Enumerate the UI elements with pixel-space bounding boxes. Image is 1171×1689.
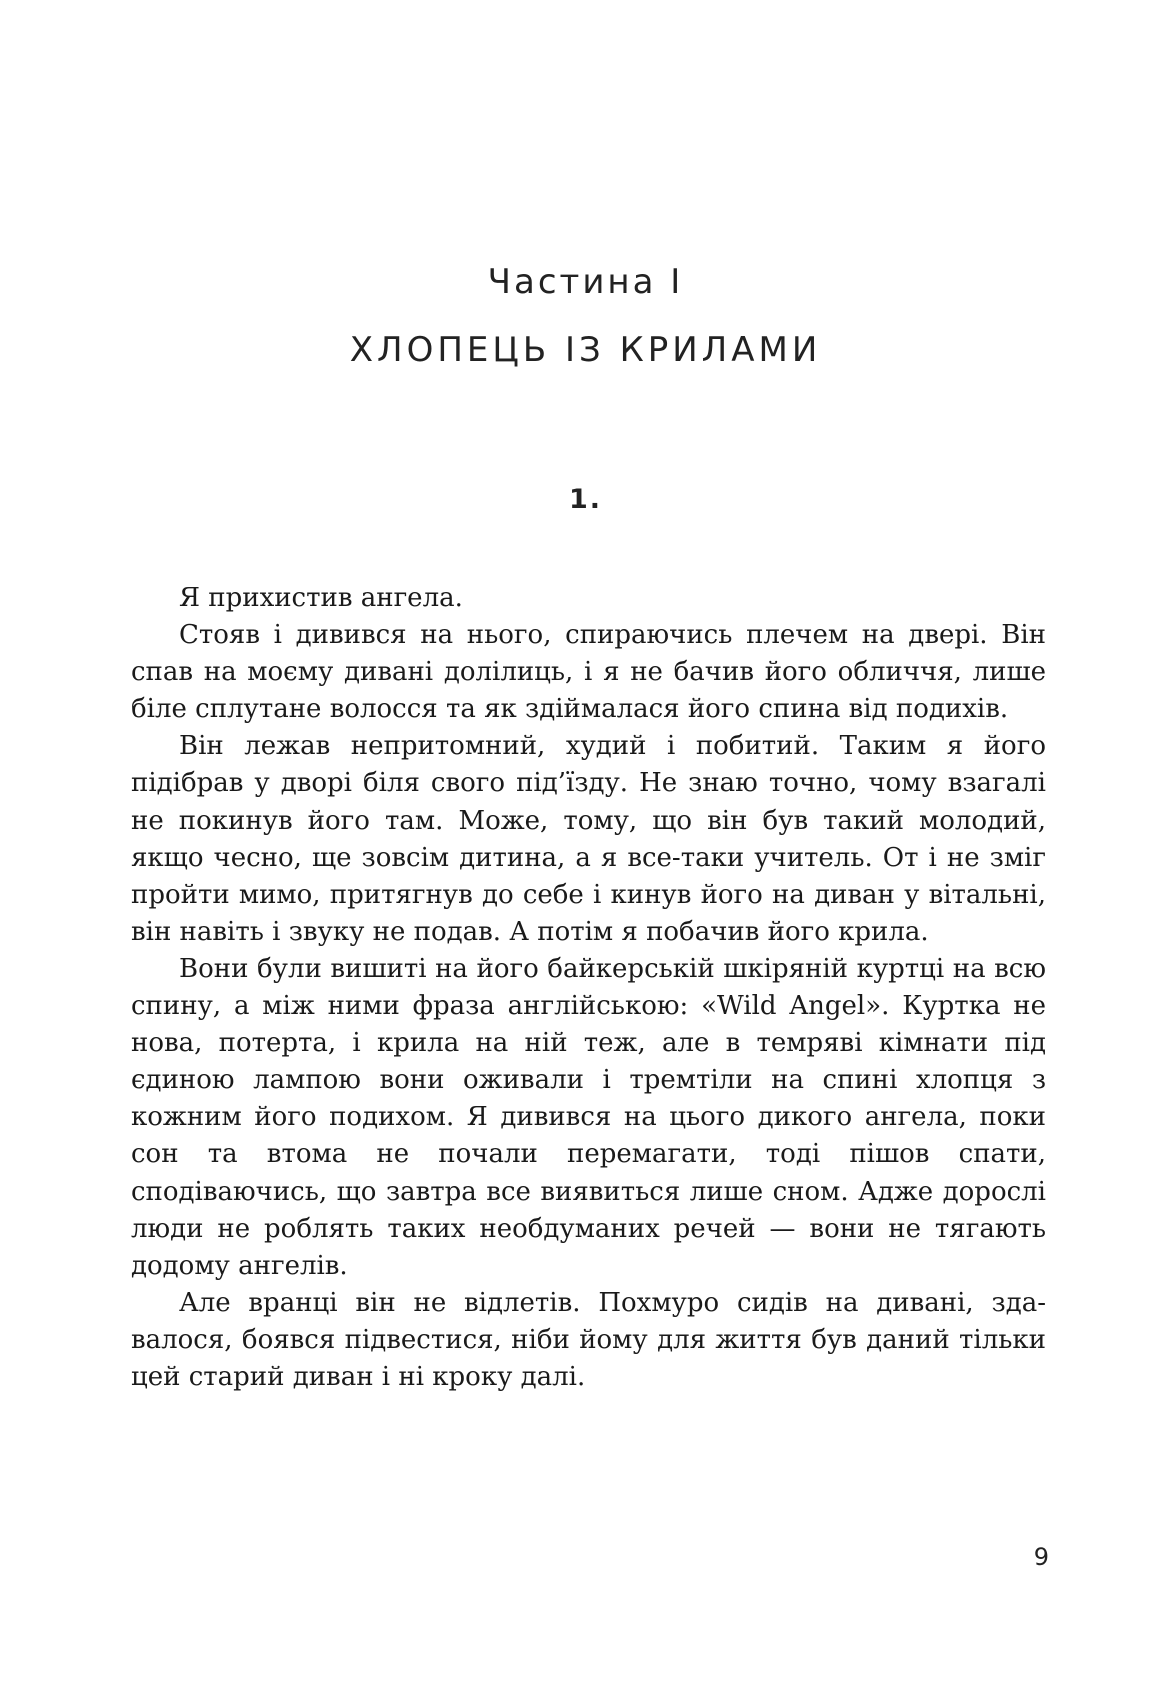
paragraph: Він лежав непритомний, худий і побитий. Таким я його підібрав у дворі біля свого під’їзду. Не знаю точно, чому взагалі не покинув його там. Може, тому, що він був такий молодий, якщо чесно, ще зовсім дитина, а я все-таки учитель. От і не зміг пройти мимо, притягнув до себе і кинув його на диван у вітальні, він навіть і звуку не подав. А потім я побачив його крила. — [131, 731, 1046, 947]
chapter-body — [131, 580, 1046, 1396]
paragraph: Я прихистив ангела. — [179, 583, 463, 613]
paragraph: Стояв і дивився на нього, спираючись плечем на двері. Він спав на моєму дивані долілиць, і я не бачив його обличчя, лише біле сплутане волосся та як здіймалася його спина від подихів. — [131, 620, 1046, 725]
page-number: 9 — [1033, 1543, 1049, 1571]
chapter-number: 1. — [568, 484, 603, 515]
paragraph: Вони були вишиті на його байкерській шкіряній куртці на всю спину, а між ними фраза англійською: «Wild Angel». Куртка не нова, потерта, і крила на ній теж, але в темряві кімнати під єдиною лампою вони оживали і тремтіли на спині хлопця з кожним його подихом. Я дивився на цього дикого ангела, поки сон та втома не почали перемагати, тоді пішов спати, сподіваючись, що завтра все виявиться лише сном. Адже дорослі люди не роблять таких необдуманих речей — вони не тягають додому ангелів. — [131, 953, 1046, 1281]
part-label: Частина І — [487, 262, 684, 302]
paragraph: Але вранці він не відлетів. Похмуро сидів на дивані, здавалося, боявся підвестися, ніби йому для життя був даний тільки цей старий диван і ні кроку далі. — [131, 1287, 1046, 1392]
part-title: ХЛОПЕЦЬ ІЗ КРИЛАМИ — [349, 330, 822, 370]
